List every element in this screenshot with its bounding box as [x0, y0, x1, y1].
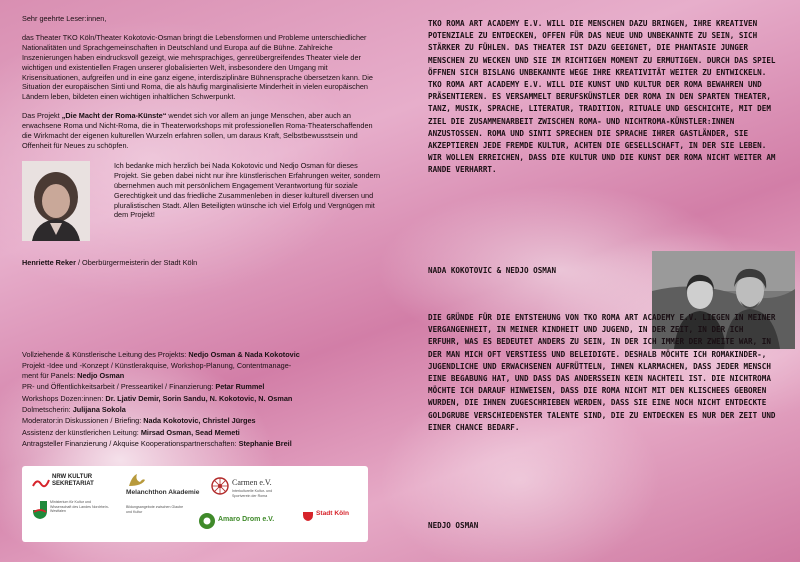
nrw-kultur-text: NRW KULTUR SEKRETARIAT [52, 474, 94, 487]
mayor-quote-block [22, 160, 381, 273]
credit-label: Projekt -Idee und -Konzept / Künstlerakquise, Workshop-Planung, Contentmanage- [22, 361, 292, 371]
signer-role: / Oberbürgermeisterin der Stadt Köln [75, 257, 198, 267]
credit-line [22, 415, 382, 426]
stadt-koeln-text: Stadt Köln [316, 510, 349, 517]
signature-osman: NEDJO OSMAN [428, 521, 479, 530]
credit-line [22, 438, 382, 449]
right-column-bottom [428, 312, 780, 434]
credit-value: Nedjo Osman & Nada Kokotovic [188, 350, 300, 359]
credit-label: Assistenz der künstlerichen Leitung: [22, 427, 141, 437]
credit-value: Dr. Ljativ Demir, Sorin Sandu, N. Kokotovic, N. Osman [105, 393, 293, 403]
intro-paragraph: das Theater TKO Köln/Theater Kokotovic-Osman bringt die Lebensformen und Probleme unterschiedlicher Nationalitäten und Sprachgemeinschaften in Deutschland und Europa auf die Bühne. Zahlreiche Inszenierungen haben eindrucksvoll gezeigt, wie mehrsprachiges, genreübergreifendes Theater viele der wichtigen und existentiellen Fragen unserer globalisierten Welt, insbesondere den Umgang mit Krisensituationen, aufgreifen und in eine ganz eigene, interdisziplinäre Bühnensprache übersetzen kann. Die Situation der europäischen Sinti und Roma, die als häufig marginalisierte Minderheit in vielen europäischen Ländern leben, bildeten einen wichtigen inhaltlichen Schwerpunkt. [22, 32, 373, 102]
carmen-subtext: Interkulturelle Kultur- und Sportverein der Roma [232, 489, 273, 498]
salutation: Sehr geehrte Leser:innen, [22, 14, 107, 23]
credit-line [22, 427, 382, 438]
credit-label: Workshops Dozen:innen: [22, 393, 106, 403]
credit-value: Mirsad Osman, Sead Memeti [140, 427, 240, 437]
signature-kokotovic-osman: NADA KOKOTOVIC & NEDJO OSMAN [428, 266, 557, 275]
carmen-text: Carmen e.V. [232, 478, 272, 487]
mayor-signature [22, 258, 197, 268]
academy-culture-paragraph: TKO ROMA ART ACADEMY E.V. WILL DIE KUNST UND KULTUR DER ROMA BEWAHREN UND PRÄSENTIEREN. ES VERSAMMELT BERUFSKÜNSTLER DER ROMA IN DEN SPARTEN THEATER, TANZ, MUSIK, SPRACHE, LITERATUR, TRADITION, RITUALE UND GESCHICHTE, MIT DEM ZIEL DIE ZUSAMMENARBEIT ZWISCHEN ROMA- UND NICHTROMA-KÜNSTLER:INNEN ANZUSTOSSEN. ROMA UND SINTI SPRECHEN DIE SPRACHE IHRER GASTLÄNDER, SIE AKZEPTIEREN JEDE FREMDE KULTUR, ACHTEN DIE GESELLSCHAFT, IN DER SIE LEBEN. WIR WOLLEN ERREICHEN, DASS DIE KULTUR UND DIE KUNST DER ROMA NICHT WEITER AM RANDE VERHARRT. [428, 80, 776, 175]
melanchthon-flame-icon [126, 472, 148, 488]
credit-label: Vollziehende & Künstlerische Leitung des Projekts: [22, 350, 189, 359]
koeln-crest-icon [302, 508, 314, 522]
credit-line [22, 404, 382, 415]
credit-value: Stephanie Breil [238, 439, 292, 449]
right-column-top [428, 18, 780, 177]
nrw-wave-icon [32, 476, 50, 490]
project-title: „Die Macht der Roma-Künste“ [61, 111, 167, 121]
credit-label: Antragsteller Finanzierung / Akquise Kooperationspartnerschaften: [22, 439, 239, 449]
credit-label: ment für Panels: [22, 370, 78, 380]
credit-line [22, 393, 382, 404]
credit-label: PR- und Öffentlichkeitsarbeit / Presseartikel / Finanzierung: [22, 382, 216, 392]
amaro-drom-icon [198, 512, 216, 530]
project-paragraph-start: Das Projekt [22, 111, 62, 121]
credit-line [22, 381, 382, 392]
project-paragraph-end: wendet sich vor allem an junge Menschen, aber auch an erwachsene Roma und Nicht-Roma, die in Theaterworkshops mit professionellen Roma-Theaterschaffenden die Wirkmacht der eigenen kulturellen Wurzeln erfahren sollen, um daraus Kraft, Selbstbewusstsein und Offenheit für Neues zu schöpfen. [22, 111, 373, 150]
signer-name: Henriette Reker [22, 257, 76, 267]
credits-list [22, 349, 382, 450]
melanchthon-subtext: Bildungsangebote zwischen Glaube und Kultur [126, 505, 184, 514]
credit-value: Nedjo Osman [77, 370, 125, 380]
carmen-wheel-icon [210, 476, 230, 496]
portrait-image [22, 161, 90, 241]
nrw-ministry-text: Ministerium für Kultur und Wissenschaft des Landes Nordrhein-Westfalen [50, 500, 109, 514]
credit-line [22, 349, 382, 360]
nrw-crest-icon [32, 500, 48, 520]
mayor-portrait [22, 161, 90, 241]
credit-label: Dolmetscherin: [22, 405, 73, 415]
credit-value: Julijana Sokola [72, 405, 126, 415]
mayor-quote: Ich bedanke mich herzlich bei Nada Kokotovic und Nedjo Osman für dieses Projekt. Sie geben dabei nicht nur ihre künstlerischen Erfahrungen weiter, sondern übernehmen auch mit persönlichem Engagement Verantwortung für soziale Gerechtigkeit und das friedliche Zusammenleben in dieser kulturell diversen und pluralistischen Stadt. Allen Beteiligten wünsche ich viel Erfolg und Vergnügen mit dem Projekt! [114, 160, 381, 220]
academy-mission-paragraph: TKO ROMA ART ACADEMY E.V. WILL DIE MENSCHEN DAZU BRINGEN, IHRE KREATIVEN POTENZIALE ZU ENTDECKEN, OFFEN FÜR DAS NEUE UND UNBEKANNTE ZU SEIN, SICH STÄRKER ZU FÜHLEN. DAS THEATER IST DAZU GEEIGNET, DIE PHANTASIE JUNGER MENSCHEN ZU WECKEN UND SIE IM RICHTIGEN MOMENT ZU ERMUTIGEN. DURCH DAS SPIEL ÖFFNEN SICH BISLANG UNBEKANNTE WEGE IHRE KREATIVITÄT WEITER ZU ENTWICKELN. [428, 19, 776, 77]
credit-label: Moderator:in Diskussionen / Briefing: [22, 416, 144, 426]
credit-value: Nada Kokotovic, Christel Jürges [143, 416, 256, 426]
project-paragraph [22, 111, 378, 151]
left-column [22, 14, 381, 279]
founder-story-paragraph: DIE GRÜNDE FÜR DIE ENTSTEHUNG VON TKO ROMA ART ACADEMY E.V. LIEGEN IN MEINER VERGANGENHEIT, IN MEINER KINDHEIT UND JUGEND, IN DER ZEIT, IN DER ICH ERFUHR, WAS ES BEDEUTET ANDERS ZU SEIN, IN DER ICH IMMER DER ZWEITE WAR, IN DER MAN MICH OFT VERSTIESS UND BELEIDIGTE. DESHALB MÖCHTE ICH ROMAKINDER-, JUGENDLICHE UND ERWACHSENEN AUFRÜTTELN, IHNEN KLARMACHEN, DASS JEDER MENSCH EINE BEGABUNG HAT, UND DASS DAS ANDERSSEIN KEIN NACHTEIL IST. DIE NICHTROMA MÖCHTE ICH DARAUF HINWEISEN, DASS DIE ROMA NICHT MIT DEN KLISCHEES GEBOREN WURDEN, DIE IHNEN ZUGESCHRIEBEN WERDEN, DASS SIE EINE NOCH NICHT ENTDECKTE GOLDGRUBE VERSCHIEDENSTER TALENTE SIND, DIE ZU ENTDECKEN ES NUR DER ZEIT UND EINER CHANCE BEDARF. [428, 313, 776, 432]
sponsor-logos [22, 466, 368, 542]
melanchthon-text: Melanchthon Akademie [126, 489, 200, 496]
amaro-drom-text: Amaro Drom e.V. [218, 516, 275, 523]
credit-value: Petar Rummel [215, 382, 265, 392]
